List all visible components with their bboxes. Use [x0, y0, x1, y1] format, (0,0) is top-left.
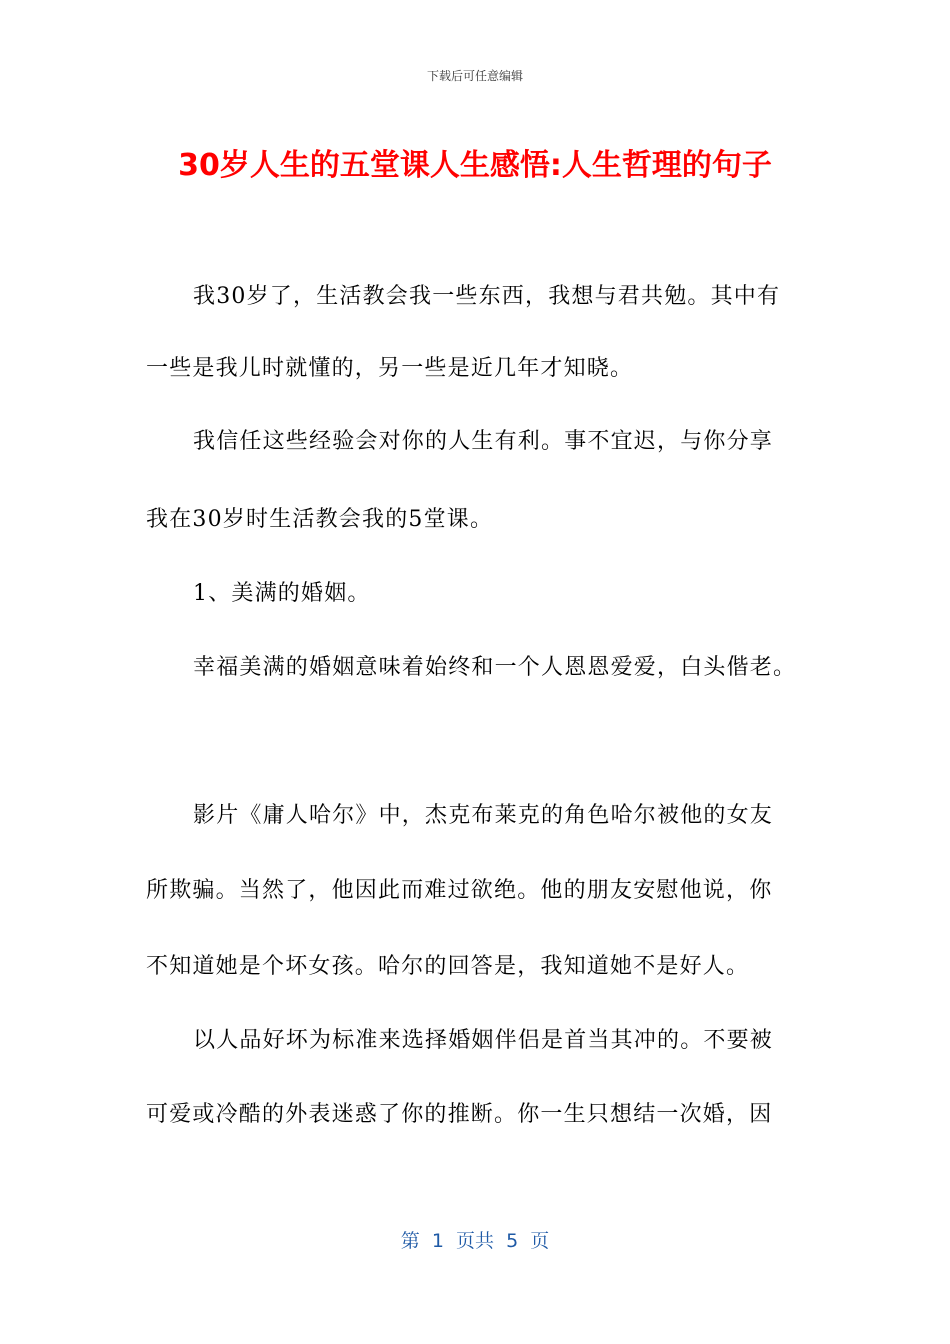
paragraph-line: 以人品好坏为标准来选择婚姻伴侣是首当其冲的。不要被 [193, 1028, 774, 1053]
paragraph-line: 幸福美满的婚姻意味着始终和一个人恩恩爱爱，白头偕老。 [193, 655, 797, 680]
paragraph-line: 我30岁了，生活教会我一些东西，我想与君共勉。其中有 [193, 284, 781, 309]
paragraph-line: 所欺骗。当然了，他因此而难过欲绝。他的朋友安慰他说，你 [146, 878, 773, 903]
paragraph-line: 我信任这些经验会对你的人生有利。事不宜迟，与你分享 [193, 429, 774, 454]
paragraph-line: 不知道她是个坏女孩。哈尔的回答是，我知道她不是好人。 [146, 954, 750, 979]
paragraph-line: 我在30岁时生活教会我的5堂课。 [146, 507, 494, 532]
document-title: 30岁人生的五堂课人生感悟:人生哲理的句子 [178, 148, 772, 183]
paragraph-line: 可爱或冷酷的外表迷惑了你的推断。你一生只想结一次婚，因 [146, 1102, 773, 1127]
paragraph-line: 影片《庸人哈尔》中，杰克布莱克的角色哈尔被他的女友 [193, 803, 774, 828]
page-number-footer: 第 1 页共 5 页 [400, 1230, 550, 1252]
paragraph-line: 一些是我儿时就懂的，另一些是近几年才知晓。 [146, 356, 634, 381]
header-note: 下载后可任意编辑 [426, 69, 523, 83]
list-heading: 1、美满的婚姻。 [193, 581, 371, 606]
